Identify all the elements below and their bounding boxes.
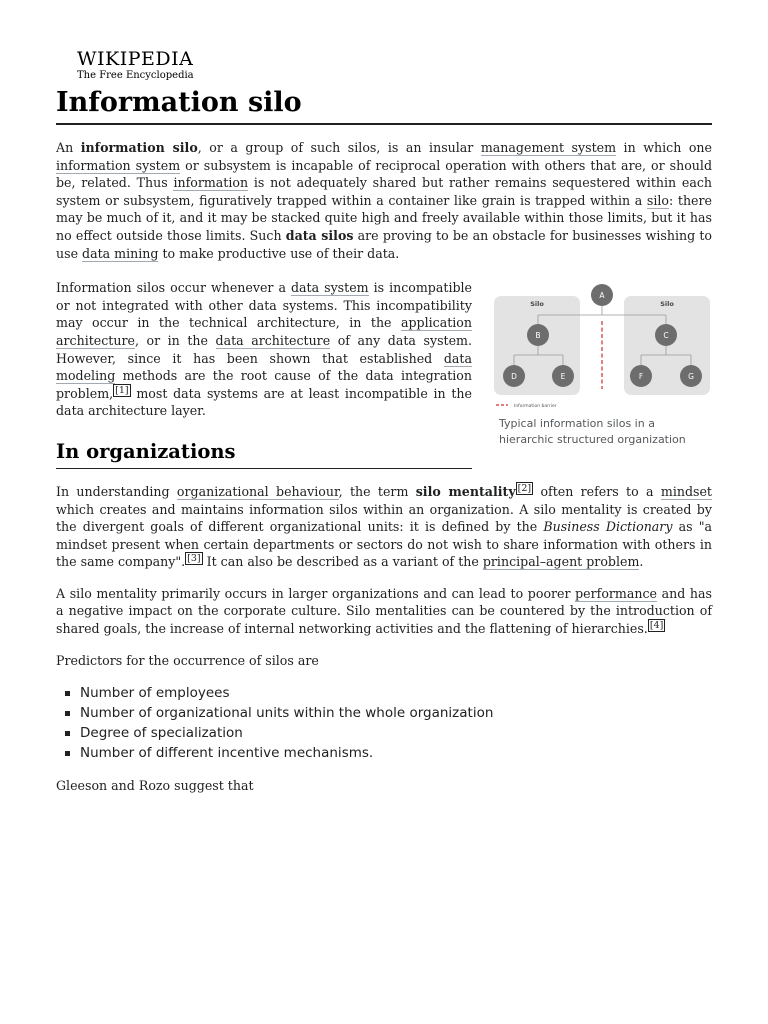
link-data-system[interactable]: data system xyxy=(290,280,369,296)
page-title: Information silo xyxy=(56,86,712,125)
text: . xyxy=(639,554,644,570)
text: Information silos occur whenever a xyxy=(56,280,291,296)
bullet-icon xyxy=(65,711,70,716)
link-information-system[interactable]: information system xyxy=(56,157,181,173)
text: : there may be much of it, and it may be stacked quite high and freely available within those limits, but it has no effect outside those limits. Such xyxy=(56,192,712,243)
section-heading: In organizations xyxy=(56,440,472,469)
bullet-icon xyxy=(65,691,70,696)
node-label: C xyxy=(663,331,669,341)
bold-term: data silos xyxy=(285,227,354,243)
list-item-text: Degree of specialization xyxy=(80,725,243,742)
silo-right-label: Silo xyxy=(660,300,674,309)
text: It can also be described as a variant of the xyxy=(202,554,483,570)
text: methods are the root cause of the data integration problem, xyxy=(56,368,472,401)
text: or subsystem is incapable of reciprocal operation with others that are, or should be, related. Thus xyxy=(56,157,713,191)
intro-paragraph xyxy=(56,139,712,262)
article xyxy=(56,48,712,795)
logo-wordmark: WIKIPEDIA xyxy=(77,48,194,70)
node-label: B xyxy=(535,331,541,341)
text: of any data system. However, since it has been shown that established xyxy=(56,332,472,366)
node-label: A xyxy=(599,291,605,301)
paragraph-2 xyxy=(56,279,472,420)
node-label: G xyxy=(688,372,694,382)
link-principal-agent-problem[interactable]: principal–agent problem xyxy=(482,554,640,570)
text: is incompatible or not integrated with other data systems. This incompatibility may occur in the technical architecture, in the xyxy=(56,280,473,331)
figure-caption: Typical information silos in a hierarchic structured organization xyxy=(499,417,686,447)
italic-term: Business Dictionary xyxy=(543,519,673,535)
silo-diagram xyxy=(494,275,714,410)
link-information[interactable]: information xyxy=(173,175,249,191)
legend-label: Information barrier xyxy=(514,404,557,410)
text: to make productive use of their data. xyxy=(158,245,400,261)
node-label: F xyxy=(638,372,644,382)
text: , or in the xyxy=(134,332,216,348)
node-label: E xyxy=(560,372,566,382)
list-item-text: Number of organizational units within the whole organization xyxy=(80,705,494,722)
silo-mentality-paragraph xyxy=(56,585,712,638)
list-item xyxy=(80,703,712,723)
list-item-text: Number of different incentive mechanisms. xyxy=(80,745,374,762)
link-mindset[interactable]: mindset xyxy=(660,483,712,499)
wikipedia-logo[interactable] xyxy=(56,48,712,86)
bold-term: information silo xyxy=(80,140,198,155)
text: In understanding xyxy=(56,483,177,499)
reference-1[interactable]: [1] xyxy=(115,384,129,396)
link-data-mining[interactable]: data mining xyxy=(82,245,159,261)
list-item xyxy=(80,683,712,703)
link-application-architecture[interactable]: application architecture xyxy=(56,315,472,348)
bullet-icon xyxy=(65,731,70,736)
reference-3[interactable]: [3] xyxy=(187,553,201,565)
list-item xyxy=(80,723,712,743)
silo-figure[interactable] xyxy=(494,275,714,448)
list-item-text: Number of employees xyxy=(80,685,230,702)
organizations-paragraph xyxy=(56,483,712,571)
predictors-intro: Predictors for the occurrence of silos are xyxy=(56,652,319,668)
link-organizational-behaviour[interactable]: organizational behaviour xyxy=(176,483,339,499)
link-data-modeling[interactable]: data modeling xyxy=(56,350,472,384)
link-performance[interactable]: performance xyxy=(575,585,657,601)
list-item xyxy=(80,743,712,763)
link-data-architecture[interactable]: data architecture xyxy=(215,332,331,348)
text: most data systems are at least incompatible in the data architecture layer. xyxy=(56,385,472,419)
reference-4[interactable]: [4] xyxy=(649,620,664,632)
text: which creates and maintains information silos within an organization. A silo mentality is created by the divergent goals of different organizational units: it is defined by the xyxy=(56,501,712,535)
bullet-icon xyxy=(65,751,70,756)
left-column xyxy=(56,279,472,469)
link-silo[interactable]: silo xyxy=(646,192,670,208)
predictors-list xyxy=(56,683,712,763)
text: An xyxy=(56,140,81,155)
silo-left-label: Silo xyxy=(530,300,544,309)
text: and has a negative impact on the corporate culture. Silo mentalities can be countered by the introduction of shared goals, the increase of internal networking activities and the flattening of hierarchies. xyxy=(56,585,712,637)
text: is not adequately shared but rather remains sequestered within each system or subsystem, figuratively trapped within a container like grain is trapped within a xyxy=(56,175,712,208)
text: often refers to a xyxy=(533,483,661,499)
text: in which one xyxy=(616,140,712,155)
text: , the term xyxy=(338,483,416,499)
section-with-figure xyxy=(56,279,712,469)
node-label: D xyxy=(511,372,517,382)
text: as "a mindset present when certain departments or sectors do not wish to share information with others in the same company". xyxy=(56,519,712,570)
logo-tagline: The Free Encyclopedia xyxy=(77,70,194,81)
link-management-system[interactable]: management system xyxy=(480,140,617,155)
reference-2[interactable]: [2] xyxy=(517,482,532,494)
closing-paragraph: Gleeson and Rozo suggest that xyxy=(56,778,254,794)
text: , or a group of such silos, is an insular xyxy=(197,140,481,155)
text: A silo mentality primarily occurs in larger organizations and can lead to poorer xyxy=(56,585,576,601)
bold-term: silo mentality xyxy=(415,483,516,499)
text: are proving to be an obstacle for businesses wishing to use xyxy=(56,227,712,261)
